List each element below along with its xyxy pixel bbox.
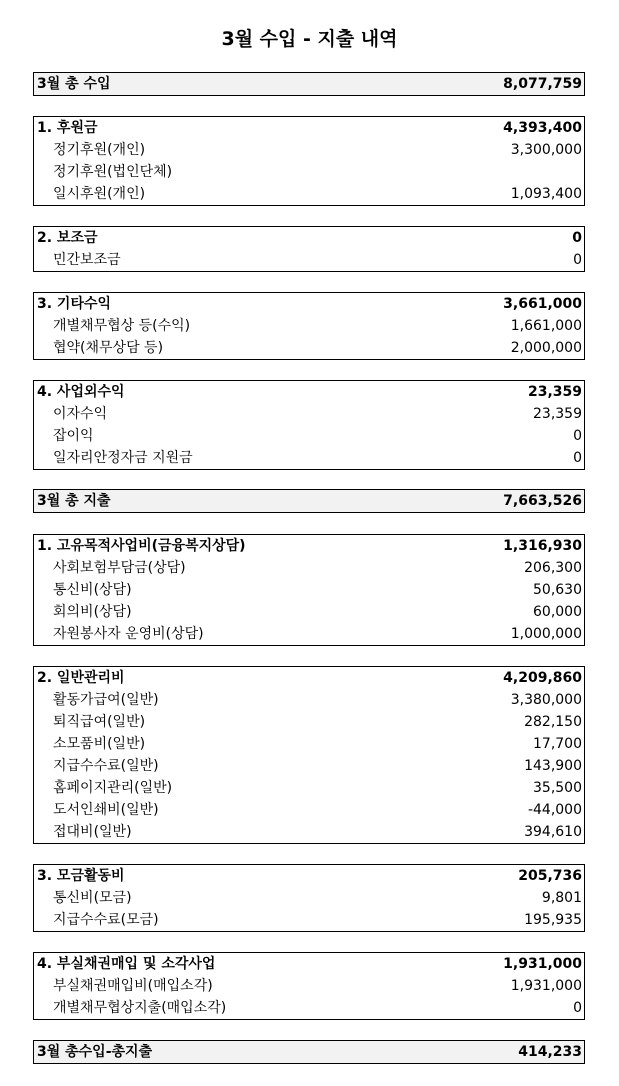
item-label: 퇴직급여(일반)	[53, 714, 146, 730]
item-row	[34, 755, 584, 777]
item-label: 홈페이지관리(일반)	[53, 780, 173, 796]
item-label: 개별채무협상 등(수익)	[53, 318, 191, 334]
expense-total-label: 3월 총 지출	[37, 493, 111, 509]
item-value: 60,000	[533, 604, 582, 620]
item-row	[34, 579, 584, 601]
item-label: 자원봉사자 운영비(상담)	[53, 626, 204, 642]
item-value: 0	[573, 428, 582, 444]
item-value: 2,000,000	[510, 340, 582, 356]
item-label: 정기후원(개인)	[53, 142, 146, 158]
item-value: 23,359	[533, 406, 582, 422]
item-value: 3,300,000	[510, 142, 582, 158]
item-value: 1,000,000	[510, 626, 582, 642]
item-label: 일시후원(개인)	[53, 186, 146, 202]
item-row	[34, 733, 584, 755]
item-value: 3,380,000	[510, 692, 582, 708]
item-label: 도서인쇄비(일반)	[53, 802, 159, 818]
section-value: 4,393,400	[503, 120, 582, 136]
item-label: 통신비(상담)	[53, 582, 132, 598]
item-row	[34, 777, 584, 799]
section-label: 2. 보조금	[37, 230, 98, 246]
item-value: 35,500	[533, 780, 582, 796]
section-value: 3,661,000	[503, 296, 582, 312]
section-header-row	[34, 953, 584, 975]
section-label: 4. 부실채권매입 및 소각사업	[37, 956, 216, 972]
item-value: 0	[573, 1000, 582, 1016]
item-row	[34, 315, 584, 337]
item-row	[34, 557, 584, 579]
section-header-row	[34, 227, 584, 249]
item-label: 회의비(상담)	[53, 604, 132, 620]
section-label: 1. 후원금	[37, 120, 98, 136]
net-total-box	[33, 1040, 585, 1064]
item-value: 1,931,000	[510, 978, 582, 994]
item-row	[34, 447, 584, 469]
item-value: 206,300	[524, 560, 582, 576]
section-header-row	[34, 667, 584, 689]
section-header-row	[34, 381, 584, 403]
section-value: 1,316,930	[503, 538, 582, 554]
item-value: 1,661,000	[510, 318, 582, 334]
item-row	[34, 161, 584, 183]
page-title: 3월 수입 - 지출 내역	[221, 28, 398, 50]
income-total-box	[33, 72, 585, 96]
item-label: 활동가급여(일반)	[53, 692, 159, 708]
expense-total-value: 7,663,526	[503, 493, 582, 509]
item-label: 개별채무협상지출(매입소각)	[53, 1000, 227, 1016]
item-row	[34, 975, 584, 997]
income-section-non-operating	[33, 380, 585, 470]
expense-section-fundraising	[33, 864, 585, 932]
item-value: 17,700	[533, 736, 582, 752]
income-total-row	[34, 73, 584, 95]
section-label: 2. 일반관리비	[37, 670, 125, 686]
item-label: 부실채권매입비(매입소각)	[53, 978, 213, 994]
net-total-value: 414,233	[518, 1044, 582, 1060]
section-header-row	[34, 865, 584, 887]
section-label: 3. 기타수익	[37, 296, 112, 312]
item-row	[34, 337, 584, 359]
item-value: 143,900	[524, 758, 582, 774]
item-label: 접대비(일반)	[53, 824, 132, 840]
section-header-row	[34, 117, 584, 139]
item-label: 통신비(모금)	[53, 890, 132, 906]
section-header-row	[34, 535, 584, 557]
item-label: 일자리안정자금 지원금	[53, 450, 193, 466]
item-value: 282,150	[524, 714, 582, 730]
income-section-other	[33, 292, 585, 360]
section-header-row	[34, 293, 584, 315]
net-total-label: 3월 총수입-총지출	[37, 1044, 153, 1060]
item-row	[34, 139, 584, 161]
item-value: 195,935	[524, 912, 582, 928]
section-value: 0	[572, 230, 582, 246]
item-label: 사회보험부담금(상담)	[53, 560, 186, 576]
income-section-subsidies	[33, 226, 585, 272]
income-total-label: 3월 총 수입	[37, 76, 111, 92]
item-label: 잡이익	[53, 428, 94, 444]
item-row	[34, 249, 584, 271]
expense-total-row	[34, 490, 584, 512]
item-label: 정기후원(법인단체)	[53, 164, 173, 180]
item-row	[34, 711, 584, 733]
section-value: 23,359	[527, 384, 582, 400]
item-row	[34, 799, 584, 821]
section-value: 4,209,860	[503, 670, 582, 686]
expense-section-core-program	[33, 534, 585, 646]
item-row	[34, 403, 584, 425]
item-label: 협약(채무상담 등)	[53, 340, 164, 356]
expense-section-bad-debt	[33, 952, 585, 1020]
item-label: 소모품비(일반)	[53, 736, 146, 752]
section-label: 3. 모금활동비	[37, 868, 125, 884]
item-value: 0	[573, 252, 582, 268]
income-total-value: 8,077,759	[503, 76, 582, 92]
item-value: 50,630	[533, 582, 582, 598]
section-value: 1,931,000	[503, 956, 582, 972]
item-row	[34, 887, 584, 909]
item-row	[34, 601, 584, 623]
item-value: 9,801	[541, 890, 582, 906]
section-label: 1. 고유목적사업비(금융복지상담)	[37, 538, 246, 554]
item-value: 1,093,400	[510, 186, 582, 202]
section-value: 205,736	[518, 868, 582, 884]
income-section-donations	[33, 116, 585, 206]
item-row	[34, 997, 584, 1019]
item-value: 394,610	[524, 824, 582, 840]
item-label: 민간보조금	[53, 252, 121, 268]
item-value: 0	[573, 450, 582, 466]
item-row	[34, 821, 584, 843]
item-label: 지급수수료(일반)	[53, 758, 159, 774]
item-label: 지급수수료(모금)	[53, 912, 159, 928]
item-row	[34, 425, 584, 447]
expense-total-box	[33, 489, 585, 513]
item-row	[34, 183, 584, 205]
item-row	[34, 623, 584, 645]
section-label: 4. 사업외수익	[37, 384, 125, 400]
expense-section-general-admin	[33, 666, 585, 844]
item-value: -44,000	[527, 802, 582, 818]
net-total-row	[34, 1041, 584, 1063]
item-row	[34, 689, 584, 711]
item-row	[34, 909, 584, 931]
item-label: 이자수익	[53, 406, 108, 422]
